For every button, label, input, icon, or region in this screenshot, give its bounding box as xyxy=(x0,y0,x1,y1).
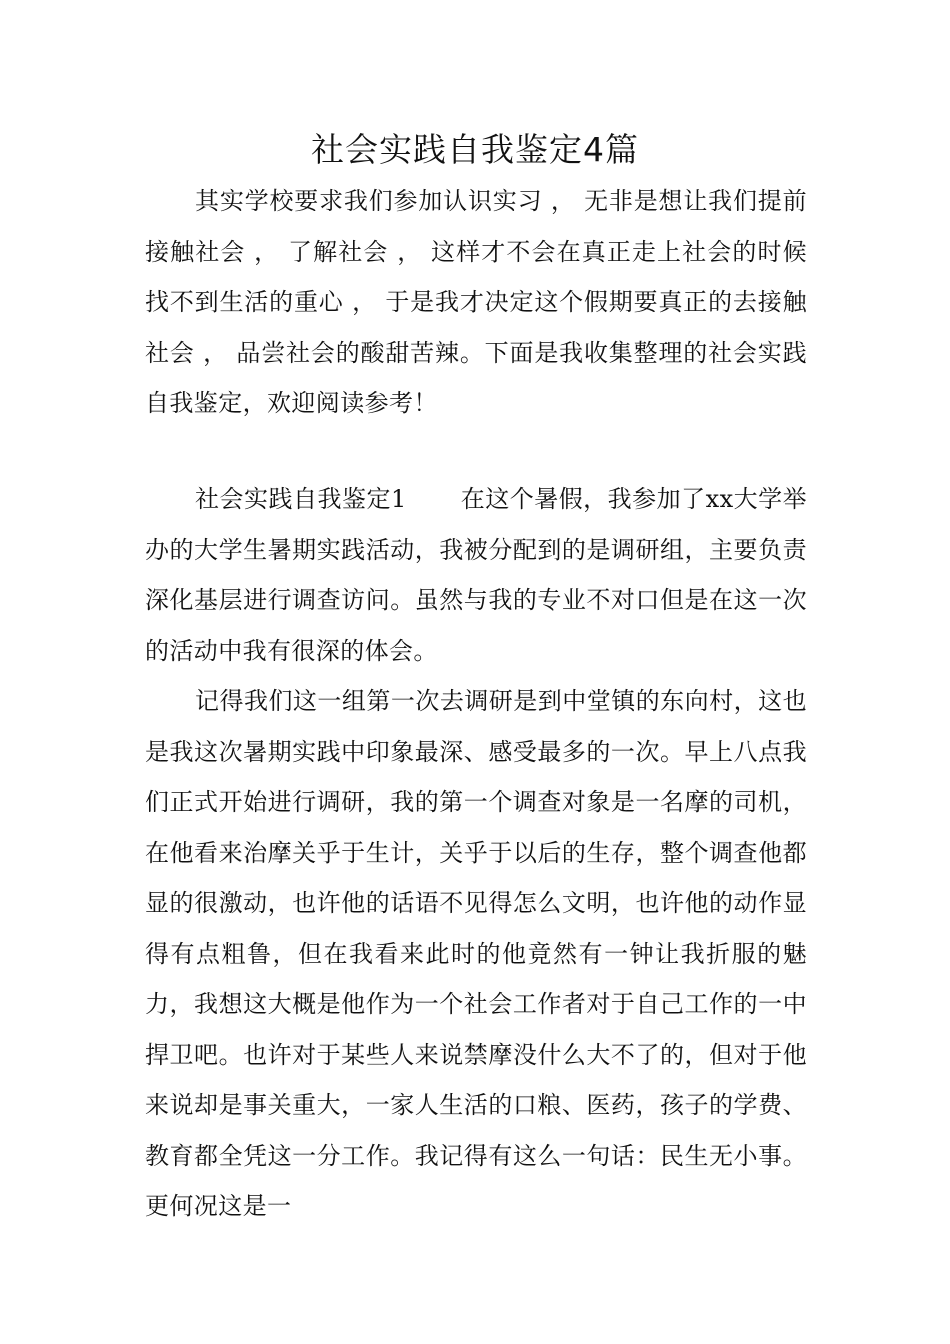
intro-block xyxy=(145,176,807,429)
section-1-paragraph-1: 在这个暑假，我参加了xx大学举办的大学生暑期实践活动，我被分配到的是调研组，主要负责深化基层进行调查访问。虽然与我的专业不对口但是在这一次的活动中我有很深的体会。 xyxy=(145,485,807,665)
document-title: 社会实践自我鉴定4篇 xyxy=(311,130,639,169)
section-1-first-paragraph xyxy=(145,474,807,676)
intro-paragraph: 其实学校要求我们参加认识实习 ， 无非是想让我们提前接触社会 ， 了解社会 ， 这样才不会在真正走上社会的时候找不到生活的重心 ， 于是我才决定这个假期要真正的去接触社会 ， 品尝社会的酸甜苦辣。下面是我收集整理的社会实践自我鉴定，欢迎阅读参考！ xyxy=(145,187,807,417)
section-1 xyxy=(145,474,807,1232)
section-1-heading: 社会实践自我鉴定1 xyxy=(195,485,407,513)
section-1-paragraph-2: 记得我们这一组第一次去调研是到中堂镇的东向村，这也是我这次暑期实践中印象最深、感受最多的一次。早上八点我们正式开始进行调研，我的第一个调查对象是一名摩的司机，在他看来治摩关乎于生计，关乎于以后的生存，整个调查他都显的很激动，也许他的话语不见得怎么文明，也许他的动作显得有点粗鲁，但在我看来此时的他竟然有一钟让我折服的魅力，我想这大概是他作为一个社会工作者对于自己工作的一中捍卫吧。也许对于某些人来说禁摩没什么大不了的，但对于他来说却是事关重大，一家人生活的口粮、医药，孩子的学费、教育都全凭这一分工作。我记得有这么一句话：民生无小事。更何况这是一 xyxy=(145,687,807,1220)
